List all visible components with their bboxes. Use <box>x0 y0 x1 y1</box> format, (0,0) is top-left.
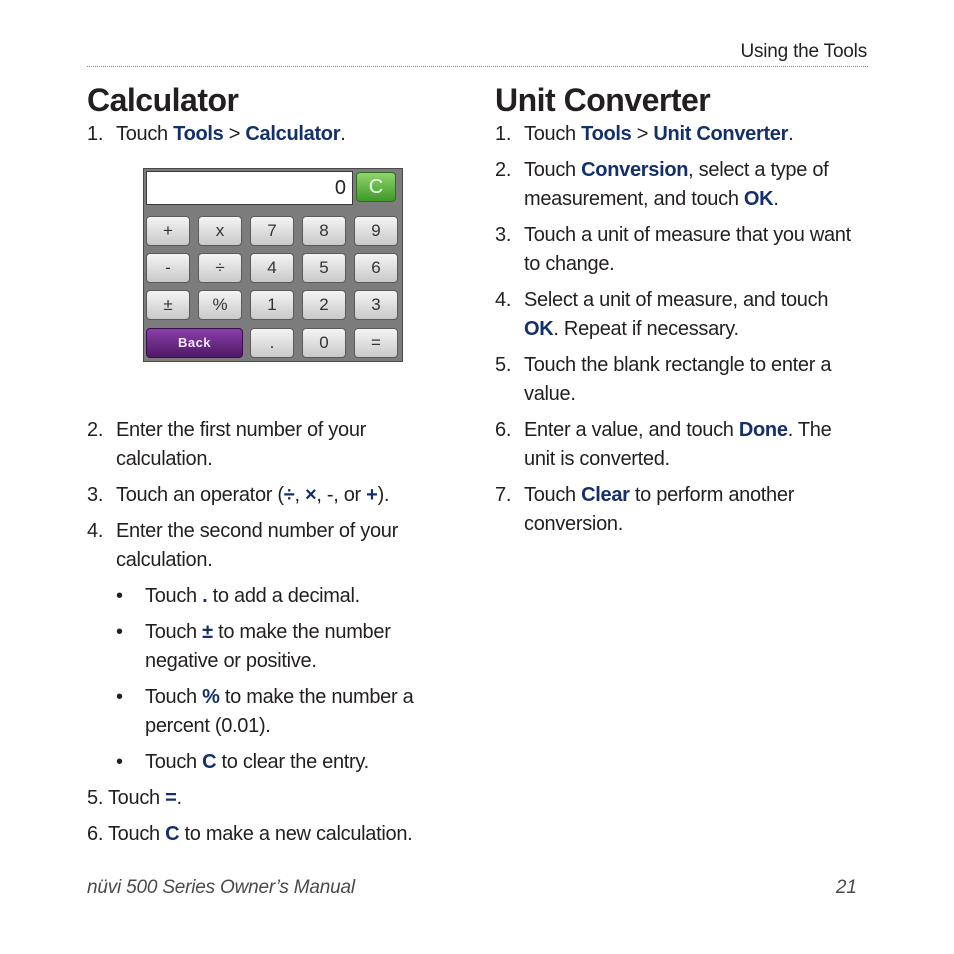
step-text: 6. Touch <box>87 823 166 845</box>
calculator-key: = <box>354 328 398 358</box>
step-number: 4. <box>495 289 512 311</box>
step-text: Enter the second number of your calculation. <box>116 520 398 571</box>
calculator-key: 1 <box>250 290 294 320</box>
step-text: to make a new calculation. <box>179 823 413 845</box>
bullet-item <box>87 618 457 676</box>
calculator-screenshot <box>143 168 403 362</box>
step-text: to make the number a percent (0.01). <box>145 686 414 737</box>
calculator-step-4 <box>87 517 457 575</box>
keyword-ok: OK <box>743 188 774 210</box>
step-text: Touch <box>145 621 203 643</box>
unit-converter-title: Unit Converter <box>495 82 711 118</box>
unit-converter-step-7 <box>495 481 865 539</box>
step-text: Touch <box>116 123 174 145</box>
calculator-clear-button: C <box>356 172 396 202</box>
bullet-dot: • <box>116 621 123 643</box>
step-text: Touch <box>524 159 582 181</box>
keyword-key: % <box>202 686 220 708</box>
step-text: Touch <box>524 123 582 145</box>
calculator-key: 0 <box>302 328 346 358</box>
keyword-multiply: × <box>304 484 317 506</box>
bullet-dot: • <box>116 751 123 773</box>
keyword-divide: ÷ <box>283 484 295 506</box>
keyword-calculator: Calculator <box>245 123 341 145</box>
calculator-key: 3 <box>354 290 398 320</box>
step-text: > <box>631 123 654 145</box>
step-number: 2. <box>87 419 104 441</box>
step-text: Select a unit of measure, and touch <box>524 289 829 311</box>
step-text: to add a decimal. <box>207 585 360 607</box>
keyword-done: Done <box>738 419 788 441</box>
calculator-back-button: Back <box>146 328 243 358</box>
unit-converter-section <box>495 80 865 546</box>
calculator-key: ÷ <box>198 253 242 283</box>
keyword-key: C <box>202 751 217 773</box>
calculator-step-2 <box>87 416 457 474</box>
bullet-item <box>87 683 457 741</box>
keyword-unit-converter: Unit Converter <box>653 123 789 145</box>
step-number: 4. <box>87 520 104 542</box>
step-text: , select a type of measurement, and touch <box>524 159 829 210</box>
step-text: to perform another conversion. <box>524 484 795 535</box>
bullet-item <box>87 748 457 777</box>
header-rule <box>87 66 868 67</box>
step-text: Touch a unit of measure that you want to change. <box>524 224 851 275</box>
keyword-ok: OK <box>524 318 554 340</box>
calculator-key: % <box>198 290 242 320</box>
unit-converter-step-2 <box>495 156 865 214</box>
keyword-clear: C <box>165 823 180 845</box>
unit-converter-step-6 <box>495 416 865 474</box>
calculator-key: 8 <box>302 216 346 246</box>
keyword-tools: Tools <box>173 123 224 145</box>
calculator-key: + <box>146 216 190 246</box>
calculator-key: 7 <box>250 216 294 246</box>
step-text: Touch an operator ( <box>116 484 284 506</box>
keyword-equals: = <box>165 787 177 809</box>
calculator-display: 0 <box>146 171 353 205</box>
calculator-key: 4 <box>250 253 294 283</box>
step-text: Touch <box>145 751 203 773</box>
keyword-tools: Tools <box>581 123 632 145</box>
footer-page-number: 21 <box>835 877 857 898</box>
bullet-dot: • <box>116 585 123 607</box>
footer-manual-title: nüvi 500 Series Owner’s Manual <box>87 877 355 898</box>
calculator-key: . <box>250 328 294 358</box>
step-number: 5. <box>495 354 512 376</box>
step-text: , -, or <box>316 484 367 506</box>
step-number: 3. <box>495 224 512 246</box>
calculator-title: Calculator <box>87 82 239 118</box>
running-head: Using the Tools <box>740 41 867 62</box>
calculator-key: 5 <box>302 253 346 283</box>
bullet-dot: • <box>116 686 123 708</box>
calculator-step-5 <box>87 784 457 813</box>
calculator-step-1 <box>87 120 457 149</box>
step-text: to make the number negative or positive. <box>145 621 391 672</box>
calculator-key: 2 <box>302 290 346 320</box>
unit-converter-step-3 <box>495 221 865 279</box>
step-text: to clear the entry. <box>216 751 369 773</box>
step-number: 7. <box>495 484 512 506</box>
calculator-step-3 <box>87 481 457 510</box>
step-text: . <box>773 188 779 210</box>
step-number: 1. <box>87 123 104 145</box>
calculator-key: 9 <box>354 216 398 246</box>
step-text: . Repeat if necessary. <box>553 318 739 340</box>
step-text: Touch <box>145 585 203 607</box>
step-number: 1. <box>495 123 512 145</box>
unit-converter-step-4 <box>495 286 865 344</box>
keyword-key: ± <box>202 621 213 643</box>
step-text: Touch <box>524 484 582 506</box>
step-number: 3. <box>87 484 104 506</box>
step-text: . <box>340 123 346 145</box>
unit-converter-step-5 <box>495 351 865 409</box>
calculator-key: 6 <box>354 253 398 283</box>
calculator-key: x <box>198 216 242 246</box>
calculator-step-6 <box>87 820 457 849</box>
keyword-clear: Clear <box>581 484 630 506</box>
bullet-item <box>87 582 457 611</box>
step-text: , <box>294 484 305 506</box>
step-text: 5. Touch <box>87 787 166 809</box>
step-number: 6. <box>495 419 512 441</box>
keyword-plus: + <box>366 484 378 506</box>
step-text: Touch <box>145 686 203 708</box>
keyword-key: . <box>202 585 208 607</box>
calculator-key: - <box>146 253 190 283</box>
step-text: ). <box>377 484 390 506</box>
unit-converter-step-1 <box>495 120 865 149</box>
keyword-conversion: Conversion <box>581 159 689 181</box>
step-text: . <box>788 123 794 145</box>
step-text: . <box>176 787 182 809</box>
step-text: Enter the first number of your calculation. <box>116 419 367 470</box>
step-text: Enter a value, and touch <box>524 419 739 441</box>
step-text: > <box>223 123 246 145</box>
step-text: . The unit is converted. <box>524 419 832 470</box>
step-number: 2. <box>495 159 512 181</box>
step-text: Touch the blank rectangle to enter a value. <box>524 354 832 405</box>
calculator-key: ± <box>146 290 190 320</box>
